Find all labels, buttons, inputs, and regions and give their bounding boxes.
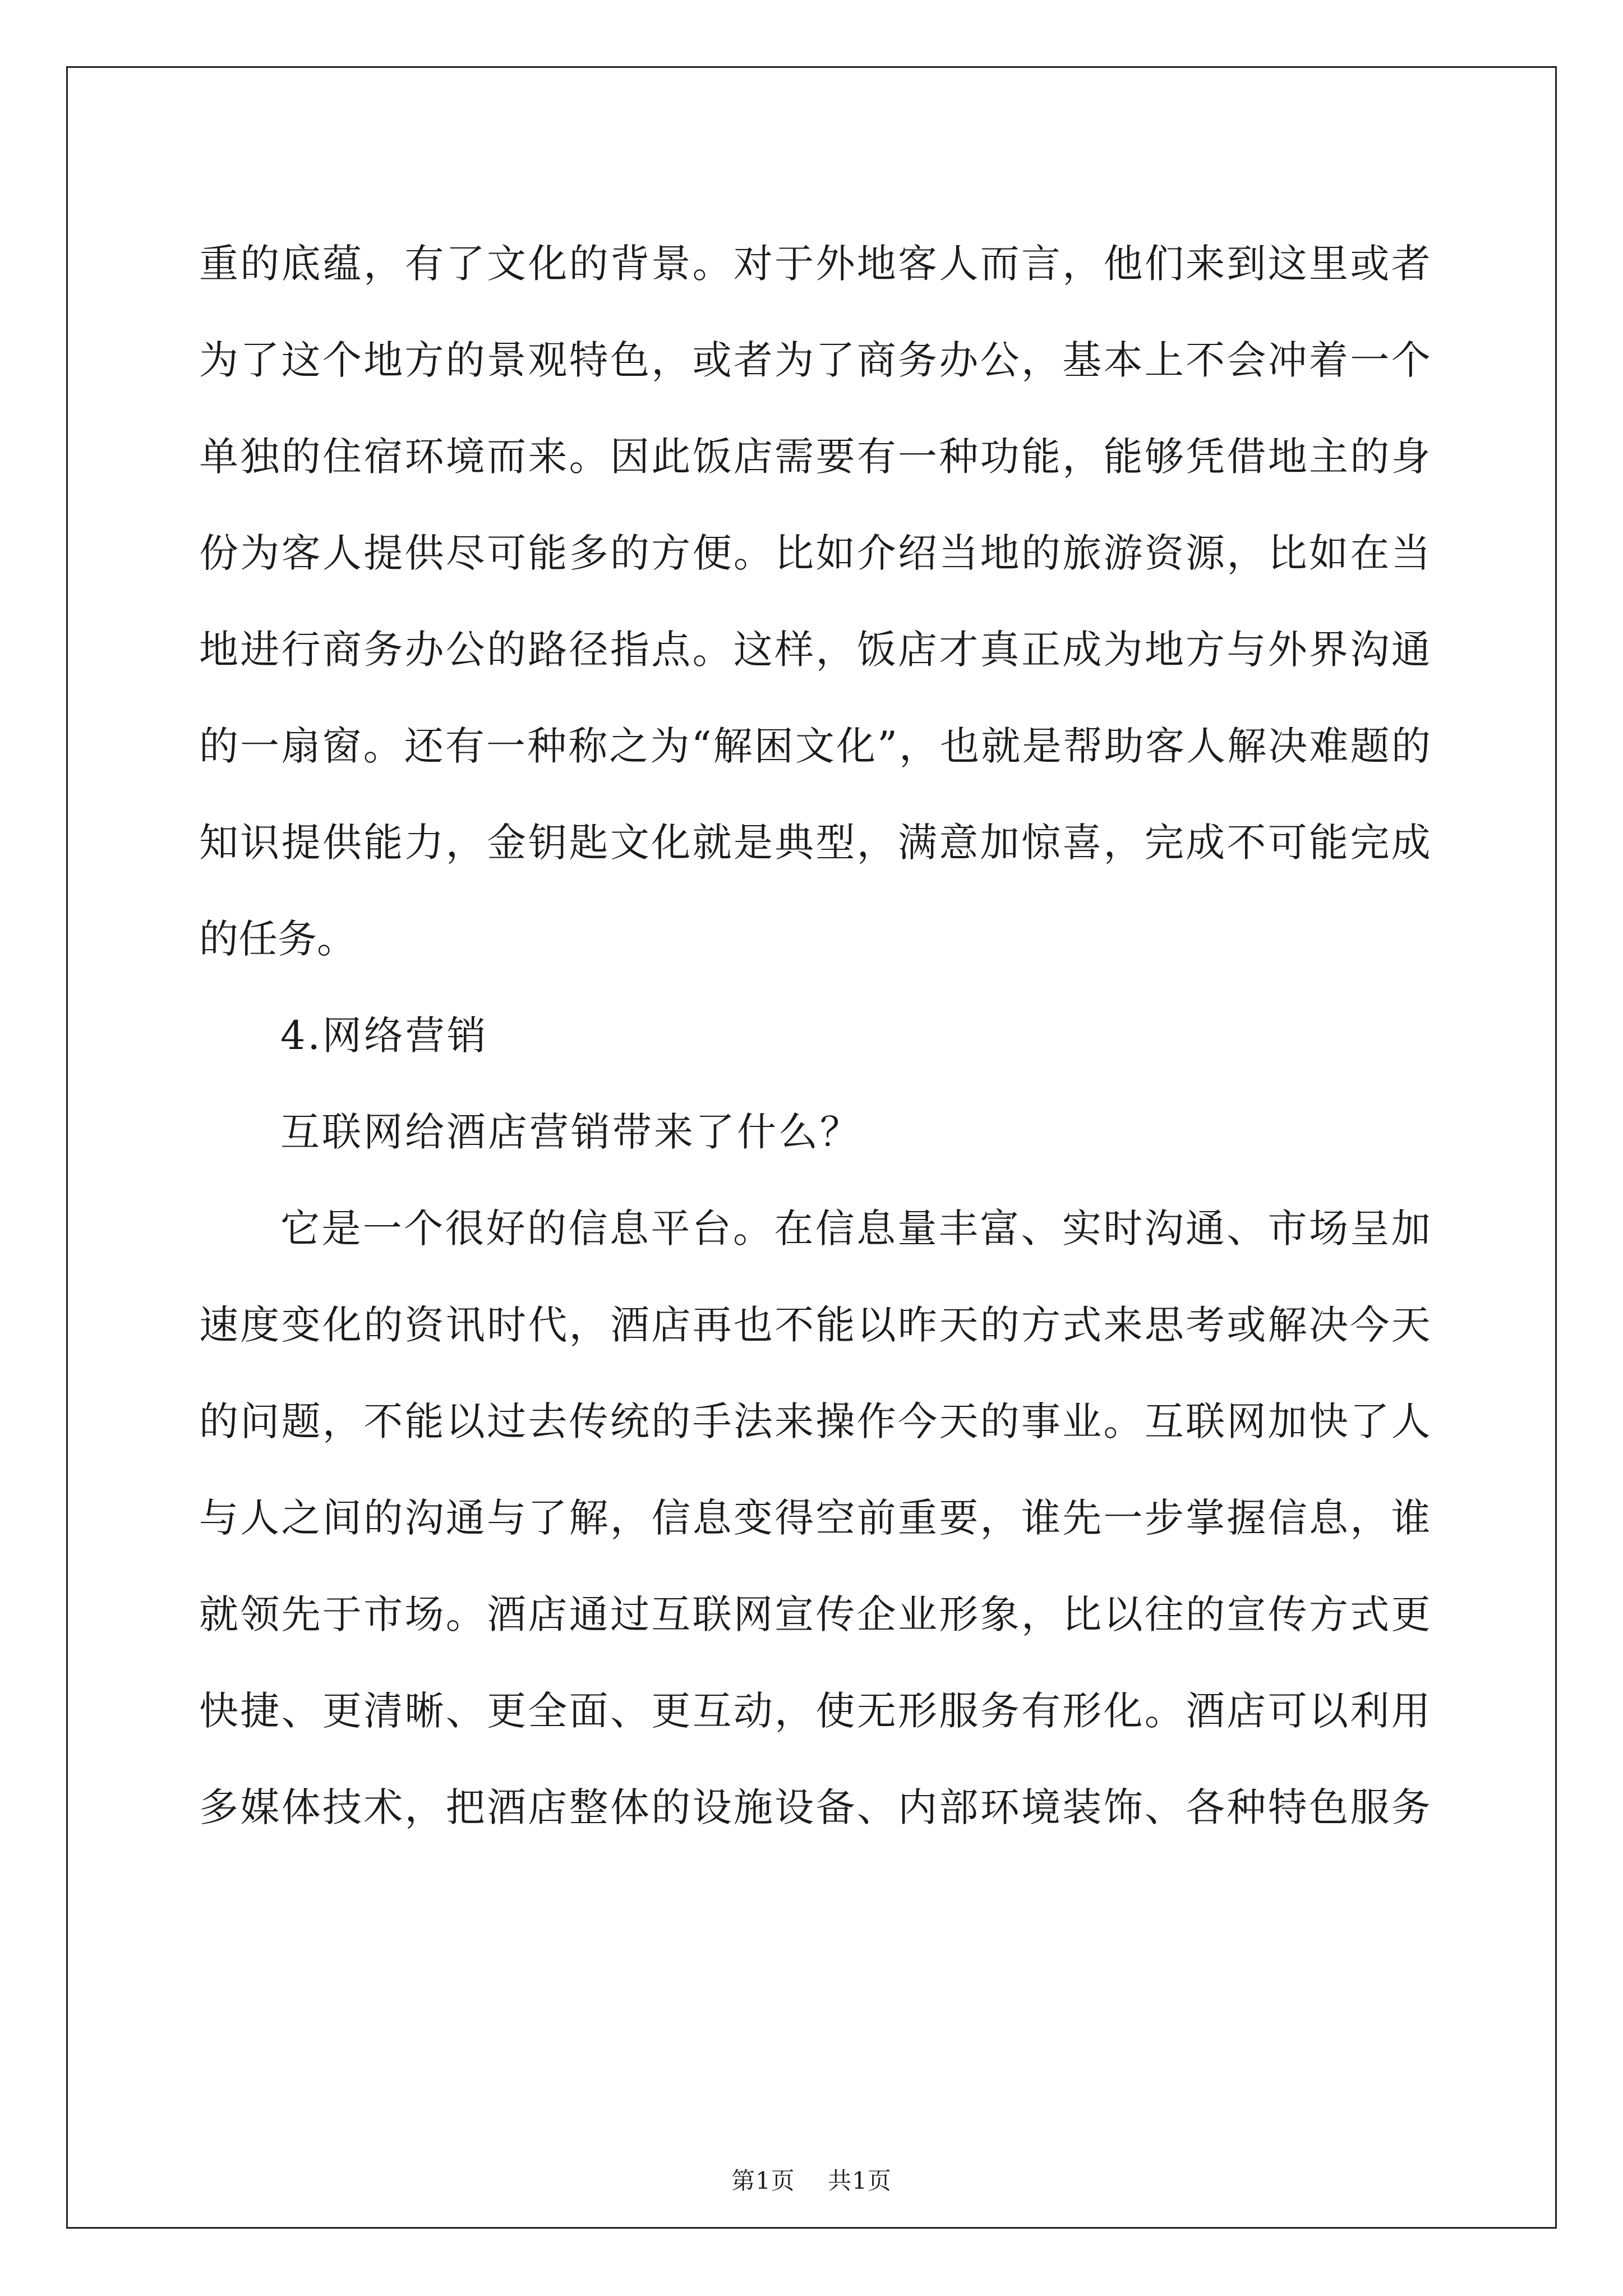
text-line: 份 为 客 人 提 供 尽 可 能 多 的 方 便 。 比 如 介 绍 当 地 的 旅 游 资 源 ， 比 如 在 当 [199,530,1431,576]
text-line: 的 问 题 ， 不 能 以 过 去 传 统 的 手 法 来 操 作 今 天 的 事 业 。 互 联 网 加 快 了 人 [199,1398,1431,1444]
text-line: 互联网给酒店营销带来了什么？ [280,1109,861,1155]
text-line: 快 捷 、 更 清 晰 、 更 全 面 、 更 互 动 ， 使 无 形 服 务 有 形 化 。 酒 店 可 以 利 用 [199,1688,1431,1734]
text-line: 4.网络营销 [280,1013,488,1059]
page-number: 第1页 [731,2167,795,2194]
text-line: 与 人 之 间 的 沟 通 与 了 解 ， 信 息 变 得 空 前 重 要 ， 谁 先 一 步 掌 握 信 息 ， 谁 [199,1495,1431,1541]
text-line: 的任务。 [199,916,356,962]
text-line: 为 了 这 个 地 方 的 景 观 特 色 ， 或 者 为 了 商 务 办 公 ， 基 本 上 不 会 冲 着 一 个 [199,337,1431,383]
text-line: 地 进 行 商 务 办 公 的 路 径 指 点 。 这 样 ， 饭 店 才 真 正 成 为 地 方 与 外 界 沟 通 [199,627,1431,673]
text-line: 速 度 变 化 的 资 讯 时 代 ， 酒 店 再 也 不 能 以 昨 天 的 方 式 来 思 考 或 解 决 今 天 [199,1302,1431,1348]
text-line: 的 一 扇 窗 。 还 有 一 种 称 之 为 “ 解 困 文 化 ” ， 也 就 是 帮 助 客 人 解 决 难 题 的 [199,723,1431,769]
page-footer [0,2162,1623,2196]
text-line: 多 媒 体 技 术 ， 把 酒 店 整 体 的 设 施 设 备 、 内 部 环 境 装 饰 、 各 种 特 色 服 务 [199,1784,1431,1830]
text-line: 知 识 提 供 能 力 ， 金 钥 匙 文 化 就 是 典 型 ， 满 意 加 惊 喜 ， 完 成 不 可 能 完 成 [199,820,1431,866]
text-line: 它 是 一 个 很 好 的 信 息 平 台 。 在 信 息 量 丰 富 、 实 时 沟 通 、 市 场 呈 加 [280,1205,1431,1251]
text-line: 单 独 的 住 宿 环 境 而 来 。 因 此 饭 店 需 要 有 一 种 功 能 ， 能 够 凭 借 地 主 的 身 [199,434,1431,480]
text-line: 就 领 先 于 市 场 。 酒 店 通 过 互 联 网 宣 传 企 业 形 象 ， 比 以 往 的 宣 传 方 式 更 [199,1591,1431,1637]
text-line: 重 的 底 蕴 ， 有 了 文 化 的 背 景 。 对 于 外 地 客 人 而 言 ， 他 们 来 到 这 里 或 者 [199,241,1431,287]
document-body [199,215,1431,1856]
page-total: 共1页 [828,2167,892,2194]
